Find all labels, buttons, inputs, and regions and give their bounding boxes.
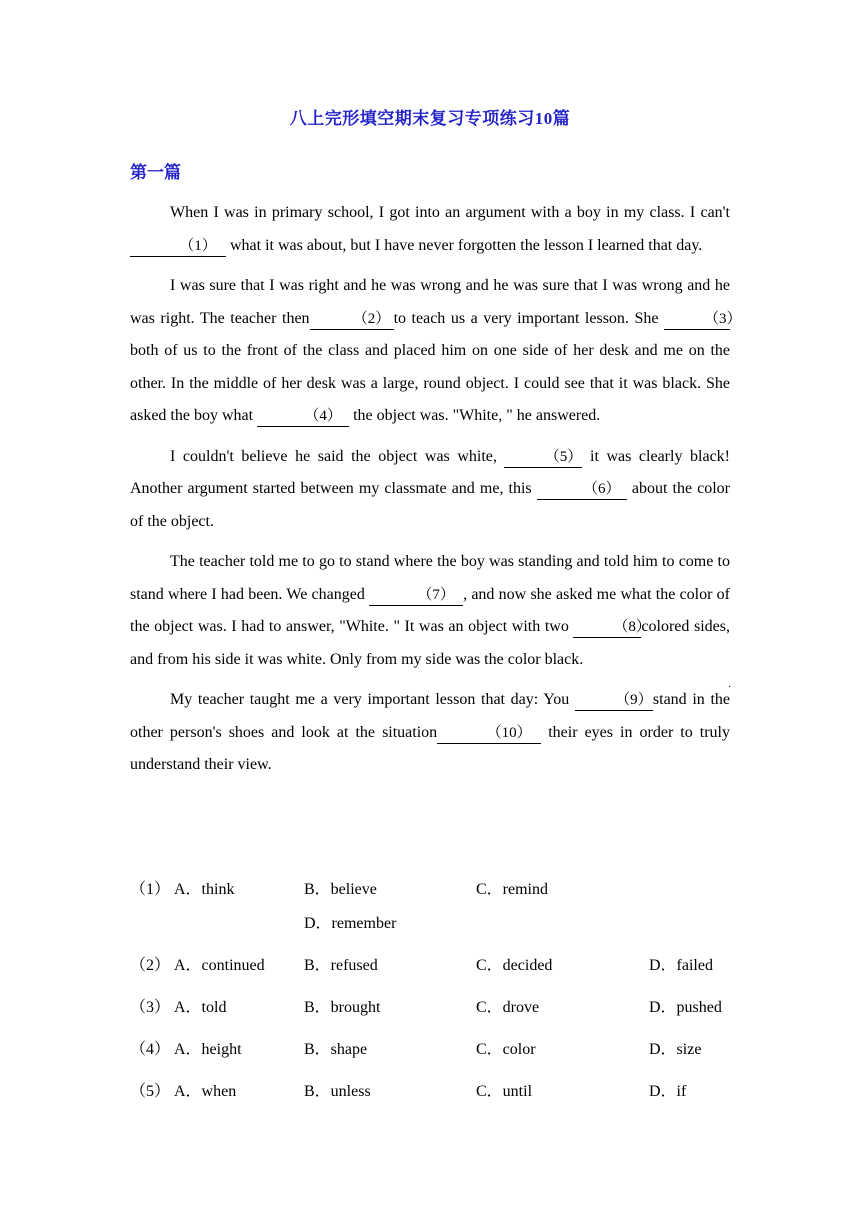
option-a[interactable]: A．told [174,999,227,1016]
option-d[interactable]: D．if [649,1083,687,1100]
passage-text: the object was. "White, " he answered. [349,407,601,424]
option-a[interactable]: A．continued [174,957,265,974]
stray-dot-mark: · [728,682,732,693]
option-b[interactable]: B．unless [304,1083,371,1100]
blank-9: （9） [575,690,653,711]
passage-text: both of us to the front of the class and placed him on one side of her desk and me on the other. In the middle of her desk was a large, round object. I could see that it was black. She asked the boy what [130,342,730,424]
passage-text: I was sure that I was right and he was wrong and he was sure that I was wrong and he was right. The teacher then [130,277,730,327]
passage-text: When I was in primary school, I got into an argument with a boy in my class. I can't [170,204,730,221]
question-list [130,876,750,1120]
passage-text: , and now she asked me what the color of the object was. I had to answer, "White. " It was an object with two [130,585,730,635]
paragraph-1 [130,197,730,262]
option-c[interactable]: C．drove [476,999,540,1016]
question-number: （1） [130,881,171,898]
passage-text: what it was about, but I have never forgotten the lesson I learned that day. [226,236,703,254]
question-item [130,952,750,994]
question-number: （5） [130,1083,171,1100]
option-d[interactable]: D．pushed [649,999,722,1016]
question-item [130,876,750,952]
option-c[interactable]: C．until [476,1083,533,1100]
passage-text: about the color of the object. [130,480,731,530]
blank-3: （3） [664,309,730,330]
cloze-passage [130,197,742,790]
passage-text: it was clearly black! Another argument started between my classmate and me, this [130,447,730,497]
option-c[interactable]: C．color [476,1041,536,1058]
option-b[interactable]: B．shape [304,1041,368,1058]
option-a[interactable]: A．when [174,1083,237,1100]
passage-text: I couldn't believe he said the object was white, [170,447,505,465]
section-heading: 第一篇 [130,163,181,182]
question-number: （3） [130,999,171,1016]
blank-10: （10） [437,723,541,744]
passage-text: to teach us a very important lesson. She [393,309,664,327]
blank-6: （6） [537,479,627,500]
option-c[interactable]: C．remind [476,881,548,898]
passage-text: colored sides, and from his side it was white. Only from my side was the color black. [130,618,730,668]
blank-8: （8） [573,617,641,638]
question-item [130,1036,750,1078]
question-number: （2） [130,957,171,974]
passage-text: The teacher told me to go to stand where the boy was standing and told him to come to stand where I had been. We changed [130,553,730,603]
paragraph-4 [130,546,730,676]
option-d[interactable]: D．failed [649,957,713,974]
option-d[interactable]: D．size [649,1041,702,1058]
blank-7: （7） [369,585,463,606]
question-item [130,1078,750,1120]
paragraph-2 [130,270,742,433]
option-a[interactable]: A．height [174,1041,242,1058]
document-title: 八上完形填空期末复习专项练习10篇 [289,109,571,128]
passage-text: stand in the other person's shoes and look at the situation [130,691,731,741]
blank-1: （1） [130,236,226,257]
blank-4: （4） [257,406,349,427]
paragraph-5 [130,684,730,782]
option-b[interactable]: B．brought [304,999,381,1016]
paragraph-3 [130,441,730,539]
passage-text: My teacher taught me a very important lesson that day: You [170,691,575,708]
option-d[interactable]: D．remember [304,915,397,932]
blank-5: （5） [504,447,582,468]
option-a[interactable]: A．think [174,881,235,898]
blank-2: （2） [310,309,394,330]
question-item [130,994,750,1036]
passage-text: their eyes in order to truly understand their view. [130,723,730,773]
option-b[interactable]: B．believe [304,881,377,898]
option-c[interactable]: C．decided [476,957,553,974]
option-b[interactable]: B．refused [304,957,378,974]
question-number: （4） [130,1041,171,1058]
